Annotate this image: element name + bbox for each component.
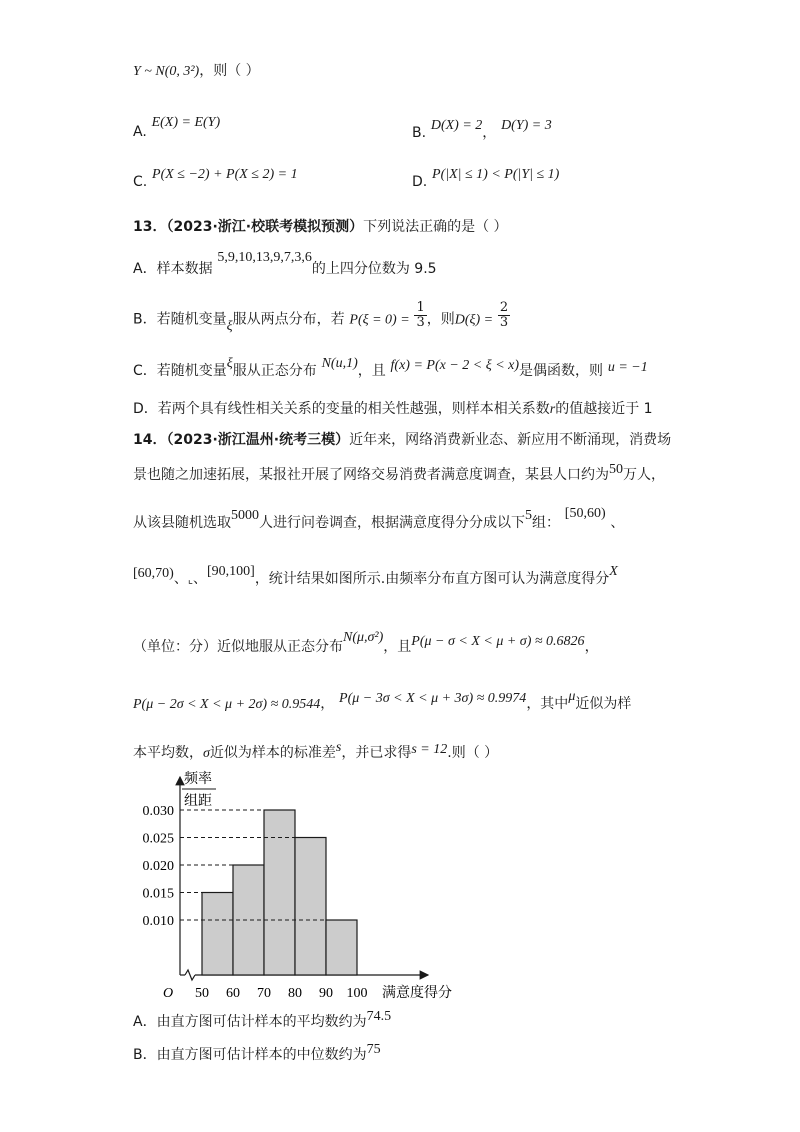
option-label: A． (133, 261, 157, 277)
q14-line-2 (133, 464, 665, 484)
option-value: 75 (366, 1042, 381, 1057)
q14-line-5-text: （单位：分）近似地服从正态分布 (133, 639, 343, 655)
fraction-two-thirds (498, 301, 510, 330)
q14-line-3-post: 、 (610, 515, 625, 531)
q14-line-3-text: 从该县随机选取 (133, 515, 231, 531)
option-math-3: u = −1 (607, 360, 648, 375)
q12-option-d[interactable] (412, 167, 560, 191)
option-text-post: 的值越接近于 1 (555, 401, 653, 417)
option-text: 若两个具有线性相关关系的变量的相关性越强，则样本相关系数 (157, 401, 550, 417)
q14-prob-3sigma: P(μ − 3σ < X < μ + 3σ) ≈ 0.9974 (339, 691, 527, 706)
q13-header (133, 216, 508, 236)
option-text-mid: 服从两点分布，若 (232, 311, 345, 328)
q14-line-4 (133, 564, 618, 588)
q14-line-7-text: 本平均数， (133, 745, 203, 761)
q14-line-2-text: 景也随之加速拓展，某报社开展了网络交易消费者满意度调查，某县人口约为 (133, 467, 609, 483)
q14-sample-size: 5000 (231, 508, 259, 523)
q12-stem-math: Y ~ N(0, 3²) (133, 64, 200, 79)
y-tick-label: 0.025 (142, 831, 174, 847)
q12-option-b[interactable] (412, 118, 552, 142)
option-label: B． (133, 1047, 157, 1063)
q14-line-6 (133, 689, 632, 713)
y-tick-label: 0.030 (142, 804, 174, 819)
q14-interval-second: [60,70) (133, 566, 174, 581)
q14-line-1: 近年来，网络消费新业态、新应用不断涌现，消费场 (349, 432, 672, 448)
frequency-histogram (130, 765, 470, 1005)
q14-normal-dist: N(μ,σ²) (343, 630, 384, 645)
q14-line-7 (133, 742, 498, 762)
option-math-2: D(ξ) = (454, 312, 494, 328)
option-math: P(ξ = 0) = (349, 312, 410, 328)
option-label: B. (412, 125, 427, 141)
option-text-mid2: ，则 (426, 311, 455, 328)
q13-source: （2023·浙江·校联考模拟预测） (166, 219, 364, 235)
ellipsis-icon: ⌞ (187, 573, 193, 586)
option-text-post: 的上四分位数为 9.5 (311, 261, 437, 277)
q14-option-a[interactable] (133, 1011, 391, 1031)
q14-line-2-post: 万人， (623, 467, 665, 483)
origin-label: O (162, 986, 174, 1001)
option-text-mid: 服从正态分布 (232, 363, 317, 379)
q14-line-6-mid: ，其中 (526, 696, 569, 712)
frac-num: 2 (499, 300, 509, 315)
option-math: P(|X| ≤ 1) < P(|Y| ≤ 1) (432, 167, 560, 182)
x-tick-label: 60 (226, 986, 240, 1001)
frac-den: 3 (416, 315, 425, 330)
q13-option-b[interactable] (133, 300, 510, 334)
q14-sep-2: 、 (192, 571, 207, 587)
q13-option-d[interactable] (133, 398, 653, 418)
y-tick-label: 0.015 (142, 886, 174, 902)
x-tick-label: 90 (319, 986, 333, 1001)
q13-option-a[interactable] (133, 250, 437, 278)
q12-option-c[interactable] (133, 167, 298, 191)
q14-prob-1sigma: P(μ − σ < X < μ + σ) ≈ 0.6826 (411, 634, 585, 649)
option-text: 若随机变量 (156, 363, 227, 379)
q14-line-6-post: 近似为样 (575, 696, 632, 712)
x-axis-label: 满意度得分 (382, 986, 452, 1001)
option-text: 样本数据 (156, 261, 213, 277)
option-text: 若随机变量 (156, 311, 227, 328)
q14-interval-first: [50,60) (564, 506, 606, 521)
option-label: C． (133, 363, 157, 379)
q14-line-7-post: .则（ ） (447, 745, 499, 761)
option-label: B． (133, 311, 157, 328)
option-label: C. (133, 174, 148, 190)
q14-var-x: X (609, 564, 618, 579)
option-label: A． (133, 1014, 157, 1030)
option-math-2: f(x) = P(x − 2 < ξ < x) (390, 358, 520, 373)
y-axis-label-bottom: 组距 (184, 794, 212, 809)
q14-sep-3: ， (320, 696, 335, 712)
option-var: r (549, 402, 556, 417)
q14-line-7-mid2: ，并已求得 (341, 745, 412, 761)
option-math-2: D(Y) = 3 (501, 118, 552, 133)
histogram-bar (202, 893, 233, 976)
q14-source: （2023·浙江温州·统考三模） (166, 432, 350, 448)
q12-option-a[interactable] (133, 115, 221, 141)
option-var: ξ (226, 356, 233, 371)
q14-header (133, 429, 671, 449)
histogram-bar (264, 810, 295, 975)
q14-prob-2sigma: P(μ − 2σ < X < μ + 2σ) ≈ 0.9544 (133, 697, 321, 712)
q14-line-5-post: ， (584, 639, 599, 655)
frac-num: 1 (416, 300, 425, 315)
option-text: 由直方图可估计样本的平均数约为 (156, 1014, 367, 1030)
q14-population: 50 (609, 462, 623, 477)
q14-line-7-mid: 近似为样本的标准差 (209, 745, 336, 761)
histogram-bar (295, 838, 326, 976)
q14-option-b[interactable] (133, 1044, 381, 1064)
option-var: ξ (226, 318, 233, 334)
q14-sep: 、 (173, 571, 188, 587)
q14-line-4-text: ，统计结果如图所示.由频率分布直方图可认为满意度得分 (254, 571, 610, 587)
q14-var-sigma: σ (203, 746, 210, 761)
option-label: D． (133, 401, 158, 417)
q13-stem: 下列说法正确的是（ ） (363, 219, 508, 235)
q14-s-value: s = 12 (411, 742, 448, 757)
y-axis-label-top: 频率 (184, 772, 212, 787)
y-tick-label: 0.020 (142, 859, 174, 874)
q14-line-3 (133, 506, 625, 532)
q12-stem-suffix: ，则（ ） (199, 63, 260, 79)
option-text-mid3: 是偶函数，则 (519, 363, 604, 379)
option-label: D. (412, 174, 428, 190)
x-tick-label: 80 (288, 986, 302, 1001)
option-label: A. (133, 124, 147, 140)
q14-interval-last: [90,100] (206, 564, 255, 579)
q14-group-count: 5 (525, 508, 532, 523)
option-text-mid2: ，且 (357, 363, 386, 379)
q12-stem (133, 60, 260, 80)
q14-number: 14． (133, 432, 167, 448)
option-math: P(X ≤ −2) + P(X ≤ 2) = 1 (152, 167, 298, 182)
y-tick-label: 0.010 (142, 914, 174, 929)
q13-option-c[interactable] (133, 356, 648, 380)
x-tick-label: 100 (346, 986, 368, 1001)
x-tick-label: 50 (195, 986, 209, 1001)
option-sep: ， (482, 125, 497, 141)
option-math: D(X) = 2 (430, 118, 483, 133)
option-math: N(u,1) (321, 356, 358, 371)
q14-line-5-mid: ，且 (383, 639, 412, 655)
q14-var-mu: μ (568, 689, 576, 704)
option-math: 5,9,10,13,9,7,3,6 (217, 250, 312, 265)
histogram-bar (326, 920, 357, 975)
q14-var-s: s (335, 740, 342, 755)
q14-line-5 (133, 630, 599, 656)
option-value: 74.5 (366, 1009, 392, 1024)
q13-number: 13． (133, 219, 167, 235)
option-text: 由直方图可估计样本的中位数约为 (156, 1047, 367, 1063)
x-tick-label: 70 (257, 986, 271, 1001)
q14-line-3-mid: 人进行问卷调查，根据满意度得分分成以下 (259, 515, 525, 531)
q14-line-3-mid2: 组： (532, 515, 560, 531)
frac-den: 3 (499, 315, 509, 330)
option-math: E(X) = E(Y) (151, 115, 221, 130)
axis-break-icon (185, 970, 195, 980)
fraction-one-third (414, 301, 426, 330)
